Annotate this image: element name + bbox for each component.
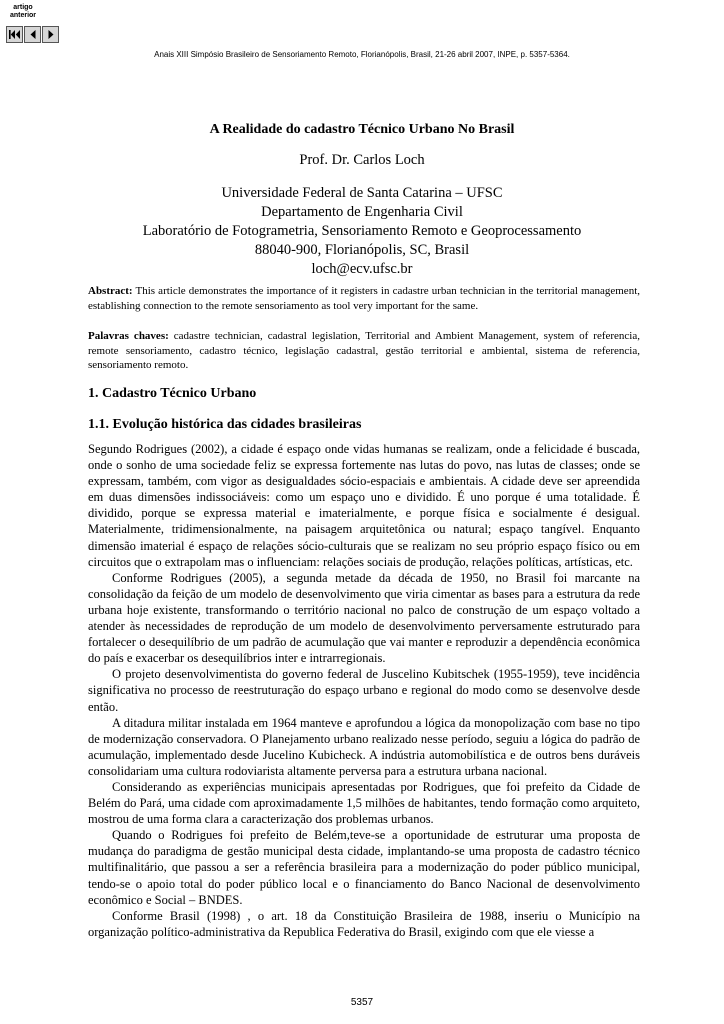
address-line: 88040-900, Florianópolis, SC, Brasil (254, 242, 470, 258)
previous-article-label-line1: artigo (13, 4, 33, 11)
affiliation-block (0, 184, 724, 279)
article-navigation (6, 26, 59, 43)
paper-title: A Realidade do cadastro Técnico Urbano No Brasil (209, 122, 515, 137)
first-page-button[interactable] (6, 26, 23, 43)
abstract-label: Abstract: (88, 285, 133, 297)
previous-article-label-line2: anterior (9, 12, 37, 19)
subsection-heading: 1.1. Evolução histórica das cidades brasileiras (88, 417, 362, 432)
body-paragraph: Quando o Rodrigues foi prefeito de Belém,teve-se a oportunidade de estruturar uma proposta de mudança do paradigma de gestão municipal desta cidade, implantando-se uma proposta de cadastro técnico multifinalitário, que passou a ser a referência brasileira para a modernização do poder público municipal, tendo-se o apoio total do poder público local e o financiamento do Banco Nacional de desenvolvimento econômico e Social – BNDES. (88, 828, 640, 907)
proceedings-header: Anais XIII Simpósio Brasileiro de Sensoriamento Remoto, Florianópolis, Brasil, 21-26 abril 2007, INPE, p. 5357-5364. (154, 50, 570, 59)
previous-article-label (6, 4, 40, 20)
triangle-left-icon (29, 30, 37, 39)
body-paragraph: Conforme Brasil (1998) , o art. 18 da Constituição Brasileira de 1988, inseriu o Município na organização político-administrativa da Republica Federativa do Brasil, exigindo com que ele viesse a (88, 908, 640, 939)
keywords-text: cadastre technician, cadastral legislation, Territorial and Ambient Management, system of referencia, remote sensoriamento, cadastro técnico, legislação cadastral, gestão territorial e ambiental, sistema de referencia, sensoriamento remoto. (88, 330, 640, 371)
email-line: loch@ecv.ufsc.br (311, 261, 413, 277)
body-text (88, 441, 640, 940)
body-paragraph: Conforme Rodrigues (2005), a segunda metade da década de 1950, no Brasil foi marcante na consolidação da feição de um modelo de desenvolvimento que viria cimentar as bases para a estrutura da rede urbana hoje existente, transformando o território nacional no palco de construção de um espaço voltado a atender às necessidades de reprodução de um modelo de desenvolvimento perversamente estruturado para fortalecer o desequilíbrio de um padrão de acumulação que vai manter e reproduzir a dependência econômica do país e exacerbar os desequilíbrios inter e intrarregionais. (88, 570, 640, 666)
next-page-button[interactable] (42, 26, 59, 43)
page-number: 5357 (350, 997, 374, 1008)
keywords-label: Palavras chaves: (88, 330, 169, 342)
department-line: Departamento de Engenharia Civil (261, 204, 463, 220)
university-line: Universidade Federal de Santa Catarina – UFSC (221, 185, 503, 201)
body-paragraph: A ditadura militar instalada em 1964 manteve e aprofundou a lógica da monopolização com base no tipo de modernização conservadora. O Planejamento urbano realizado nesse período, seguiu a lógica do padrão de acumulação, implementado desde Jucelino Kubicheck. A indústria automobilística e de outros bens duráveis consolidariam uma cultura rodoviarista altamente perversa para a estrutura urbana nacional. (88, 715, 640, 778)
section-heading: 1. Cadastro Técnico Urbano (88, 386, 257, 401)
author-name: Prof. Dr. Carlos Loch (299, 152, 425, 168)
abstract (88, 284, 640, 313)
keywords (88, 329, 640, 373)
laboratory-line: Laboratório de Fotogrametria, Sensoriamento Remoto e Geoprocessamento (142, 223, 582, 239)
body-paragraph: O projeto desenvolvimentista do governo federal de Juscelino Kubitschek (1955-1959), teve incidência significativa no processo de reestruturação do espaço urbano e regional do modo como se desenvolve desde então. (88, 667, 640, 714)
body-paragraph: Segundo Rodrigues (2002), a cidade é espaço onde vidas humanas se realizam, onde a felicidade é buscada, onde o sonho de uma sociedade feliz se expressa fortemente nas lutas do povo, nas lutas de classes; onde se expressam, também, com vigor as desigualdades sócio-espaciais e ambientais. A cidade deve ser apreendida em duas dimensões indissociáveis: como um espaço uno e dividido. É uno porque é uma totalidade. É dividido, porque se expressa material e imaterialmente, e porque física e socialmente é desigual. Materialmente, tridimensionalmente, na paisagem arquitetônica ou natural; espaço tangível. Enquanto dimensão imaterial é espaço de relações sócio-culturais que se realizam no seu próprio espaço físico ou em circuitos que o extrapolam mas o influenciam: relações sociais de produção, relações políticas, artísticas, etc. (88, 442, 640, 569)
triangle-right-icon (47, 30, 55, 39)
body-paragraph: Considerando as experiências municipais apresentadas por Rodrigues, que foi prefeito da Cidade de Belém do Pará, uma cidade com aproximadamente 1,5 milhões de habitantes, tendo formação como arquiteto, mostrou de uma forma clara a caracterização dos problemas urbanos. (88, 779, 640, 827)
skip-to-first-icon (9, 30, 20, 39)
previous-page-button[interactable] (24, 26, 41, 43)
abstract-text: This article demonstrates the importance of it registers in cadastre urban technician in the territorial management, establishing connection to the remote sensoriamento as tool very important for the same. (88, 285, 640, 312)
